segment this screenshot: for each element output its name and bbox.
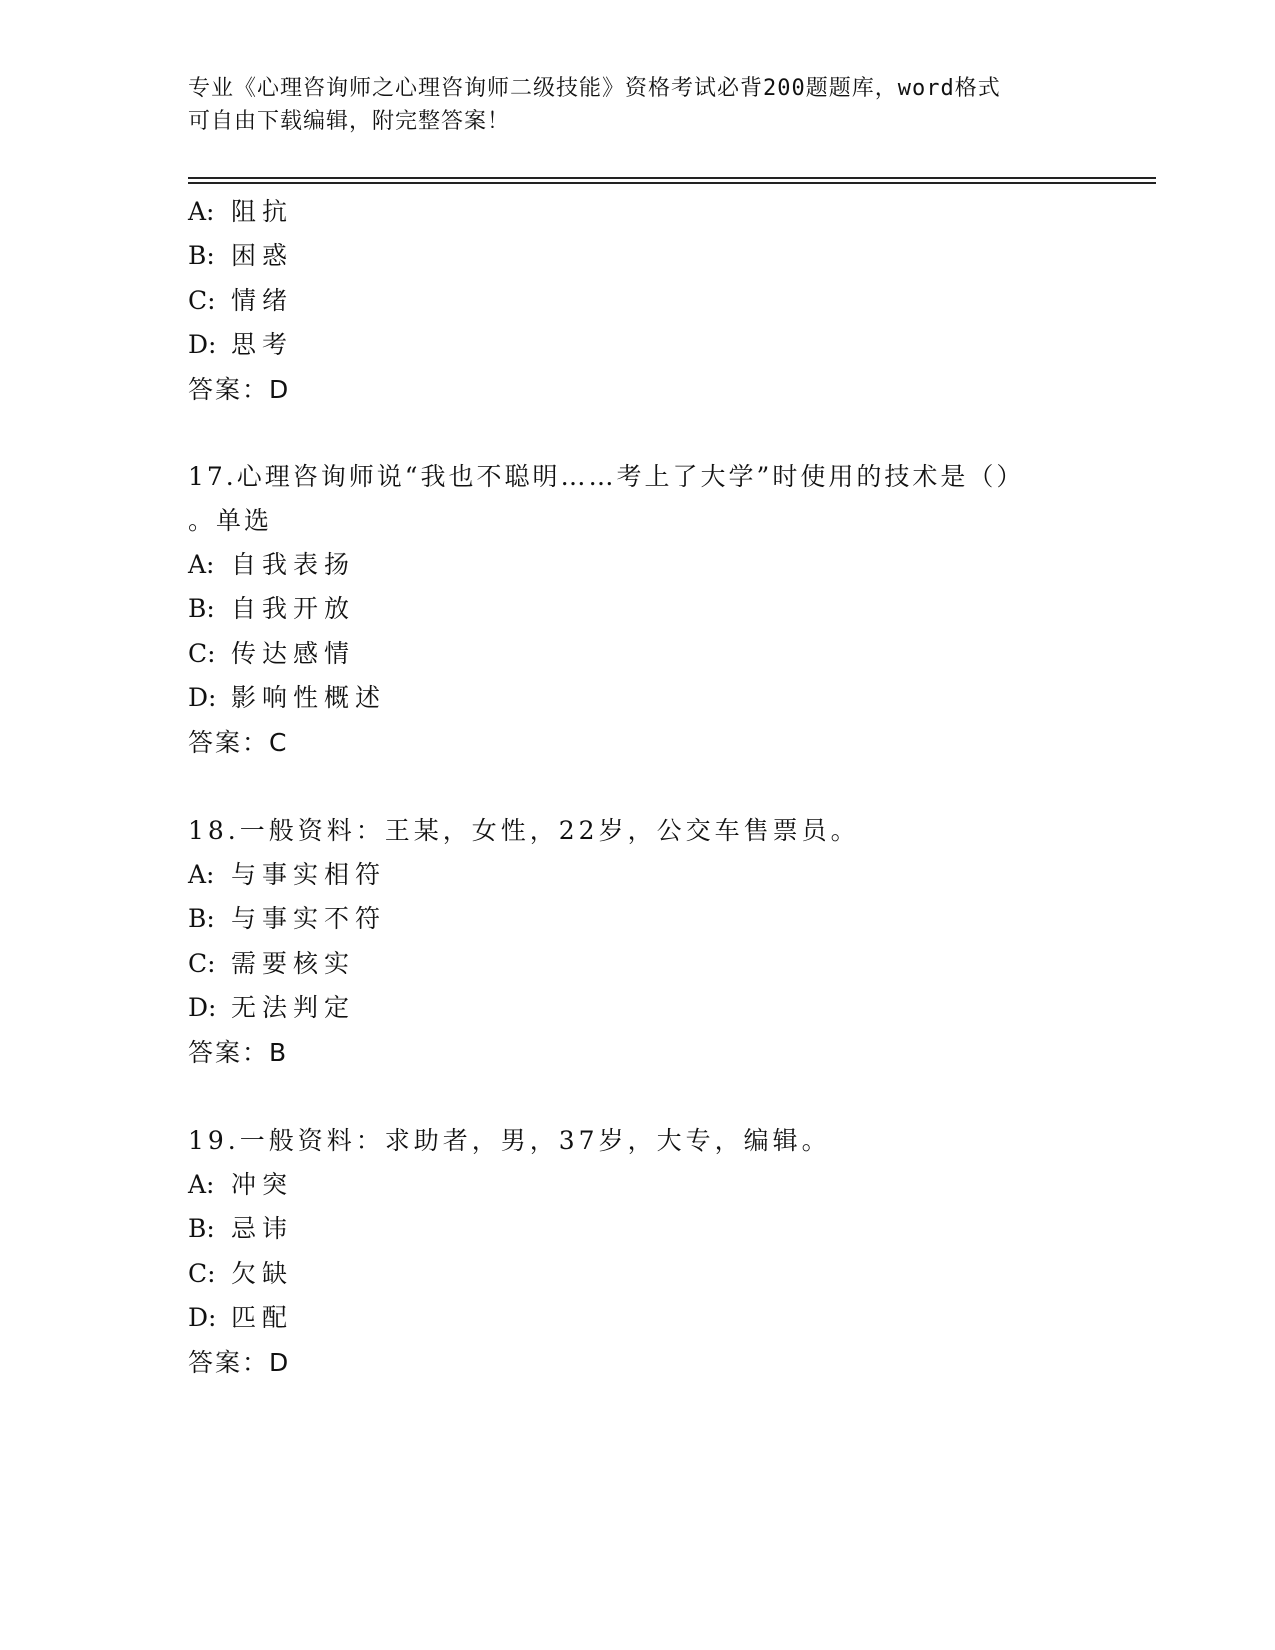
- option-label: C:: [188, 286, 216, 315]
- option-text: 与事实相符: [231, 860, 387, 889]
- option-label: C:: [188, 639, 216, 668]
- option-label: D:: [188, 330, 217, 359]
- q17-option-a: [188, 545, 355, 581]
- option-text: 思考: [231, 330, 294, 359]
- option-label: A:: [188, 1170, 215, 1199]
- option-text: 需要核实: [231, 949, 356, 978]
- q19-option-c: [188, 1254, 293, 1290]
- option-text: 自我表扬: [231, 550, 356, 579]
- q17-option-b: [188, 589, 355, 625]
- q18-option-b: [188, 899, 386, 935]
- q17-answer: 答案：C: [188, 728, 289, 757]
- q18-question: 18.一般资料：王某，女性，22岁，公交车售票员。: [188, 816, 860, 845]
- option-text: 与事实不符: [231, 904, 387, 933]
- option-text: 无法判定: [231, 993, 356, 1022]
- option-text: 传达感情: [231, 639, 356, 668]
- option-text: 欠缺: [231, 1259, 294, 1288]
- q17-question-line2: 。单选: [188, 506, 273, 535]
- option-label: D:: [188, 993, 217, 1022]
- option-text: 影响性概述: [231, 683, 387, 712]
- option-text: 阻抗: [231, 197, 294, 226]
- option-text: 情绪: [231, 286, 294, 315]
- option-label: C:: [188, 949, 216, 978]
- document-header: [188, 72, 1088, 138]
- option-text: 忌讳: [231, 1214, 294, 1243]
- q17-option-c: [188, 634, 355, 670]
- header-title-line: 专业《心理咨询师之心理咨询师二级技能》资格考试必背200题题库，word格式: [188, 76, 1001, 101]
- q16-option-d: [188, 325, 293, 361]
- q18-option-d: [188, 988, 355, 1024]
- q16-option-a: [188, 192, 293, 228]
- option-label: D:: [188, 1303, 217, 1332]
- q16-answer: 答案：D: [188, 375, 291, 404]
- option-label: B:: [188, 904, 215, 933]
- option-label: C:: [188, 1259, 216, 1288]
- q18-option-c: [188, 944, 355, 980]
- option-label: D:: [188, 683, 217, 712]
- q19-option-a: [188, 1165, 293, 1201]
- q16-option-b: [188, 236, 293, 272]
- q17-question-line1: 17.心理咨询师说“我也不聪明……考上了大学”时使用的技术是（）: [188, 462, 1025, 491]
- header-subtitle-line: 可自由下载编辑，附完整答案！: [188, 109, 511, 134]
- option-text: 困惑: [231, 241, 294, 270]
- option-label: A:: [188, 550, 215, 579]
- q19-answer: 答案：D: [188, 1348, 291, 1377]
- option-text: 匹配: [231, 1303, 294, 1332]
- option-text: 冲突: [231, 1170, 294, 1199]
- q19-question: 19.一般资料：求助者，男，37岁，大专，编辑。: [188, 1126, 831, 1155]
- q18-answer: 答案：B: [188, 1038, 289, 1067]
- header-divider-bottom: [188, 182, 1156, 184]
- option-label: B:: [188, 594, 215, 623]
- q18-option-a: [188, 855, 386, 891]
- option-label: A:: [188, 860, 215, 889]
- q19-option-b: [188, 1209, 293, 1245]
- option-label: A:: [188, 197, 215, 226]
- q17-option-d: [188, 678, 386, 714]
- header-divider-top: [188, 177, 1156, 179]
- option-label: B:: [188, 1214, 215, 1243]
- q16-option-c: [188, 281, 293, 317]
- q19-option-d: [188, 1298, 293, 1334]
- option-label: B:: [188, 241, 215, 270]
- option-text: 自我开放: [231, 594, 356, 623]
